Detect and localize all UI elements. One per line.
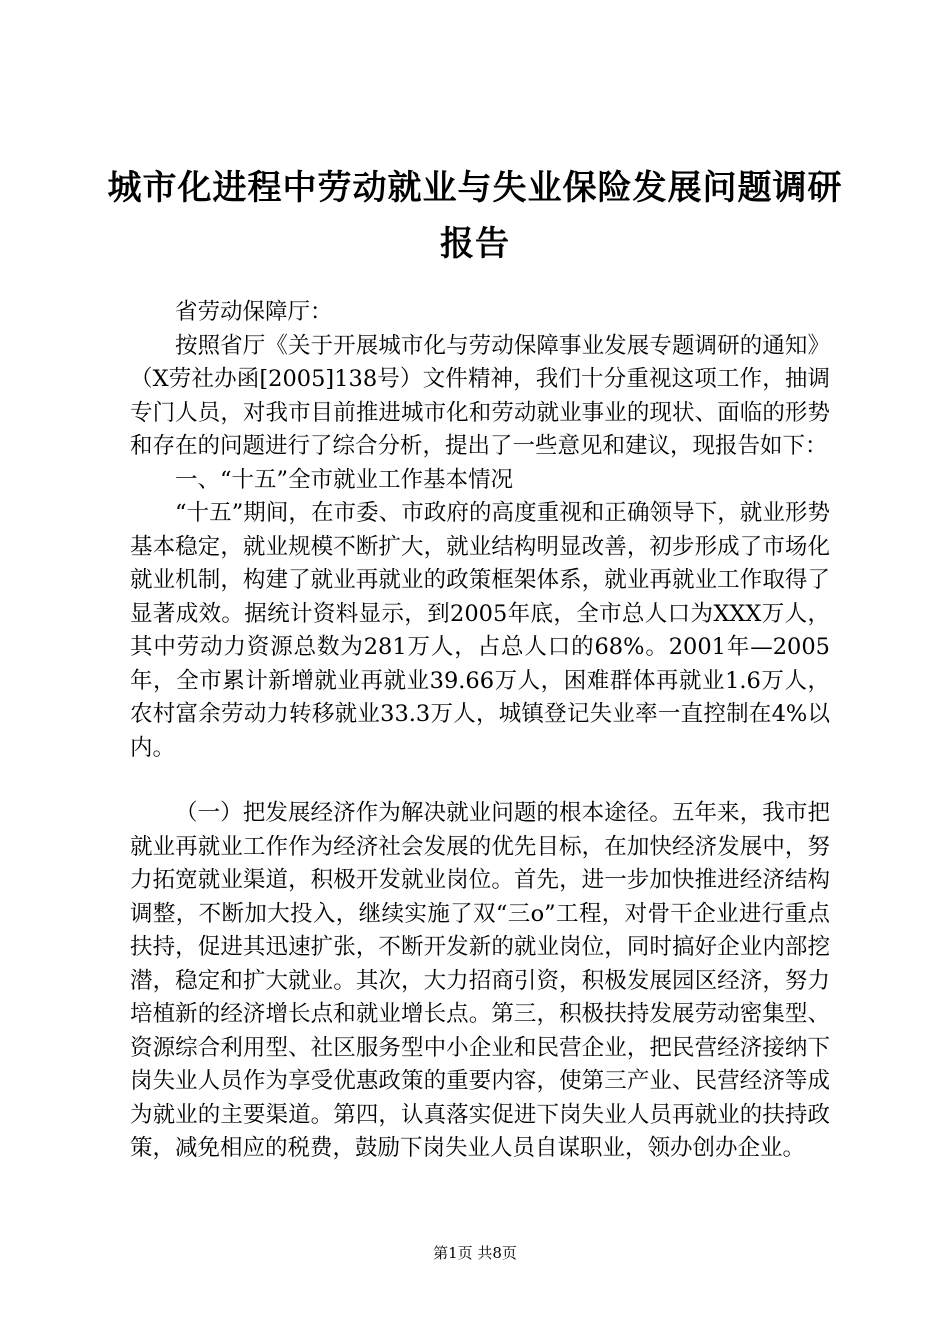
salutation: 省劳动保障厅： (175, 299, 333, 325)
subsection-paragraph: （一）把发展经济作为解决就业问题的根本途径。五年来，我市把就业再就业工作作为经济社会发展的优先目标，在加快经济发展中，努力拓宽就业渠道，积极开发就业岗位。首先，进一步加快推进经济结构调整，不断加大投入，继续实施了双“三o”工程，对骨干企业进行重点扶持，促进其迅速扩张，不断开发新的就业岗位，同时搞好企业内部挖潜，稳定和扩大就业。其次，大力招商引资，积极发展园区经济，努力培植新的经济增长点和就业增长点。第三，积极扶持发展劳动密集型、资源综合利用型、社区服务型中小企业和民营企业，把民营经济接纳下岗失业人员作为享受优惠政策的重要内容，使第三产业、民营经济等成为就业的主要渠道。第四，认真落实促进下岗失业人员再就业的扶持政策，减免相应的税费，鼓励下岗失业人员自谋职业，领办创办企业。 (130, 800, 830, 1161)
page-number-footer: 第1页 共8页 (433, 1244, 517, 1262)
intro-paragraph: 按照省厅《关于开展城市化与劳动保障事业发展专题调研的通知》（X劳社办函[2005]138号）文件精神，我们十分重视这项工作，抽调专门人员，对我市目前推进城市化和劳动就业事业的现状、面临的形势和存在的问题进行了综合分析，提出了一些意见和建议，现报告如下： (130, 332, 830, 459)
paragraph-gap (130, 765, 830, 797)
overview-paragraph: “十五”期间，在市委、市政府的高度重视和正确领导下，就业形势基本稳定，就业规模不断扩大，就业结构明显改善，初步形成了市场化就业机制，构建了就业再就业的政策框架体系，就业再就业工作取得了显著成效。据统计资料显示，到2005年底，全市总人口为XXX万人，其中劳动力资源总数为281万人，占总人口的68%。2001年—2005年，全市累计新增就业再就业39.66万人，困难群体再就业1.6万人，农村富余劳动力转移就业33.3万人，城镇登记失业率一直控制在4%以内。 (130, 500, 830, 761)
document-body (130, 296, 830, 1166)
section-heading: 一、“十五”全市就业工作基本情况 (175, 466, 514, 493)
document-title: 城市化进程中劳动就业与失业保险发展问题调研报告 (107, 168, 843, 264)
